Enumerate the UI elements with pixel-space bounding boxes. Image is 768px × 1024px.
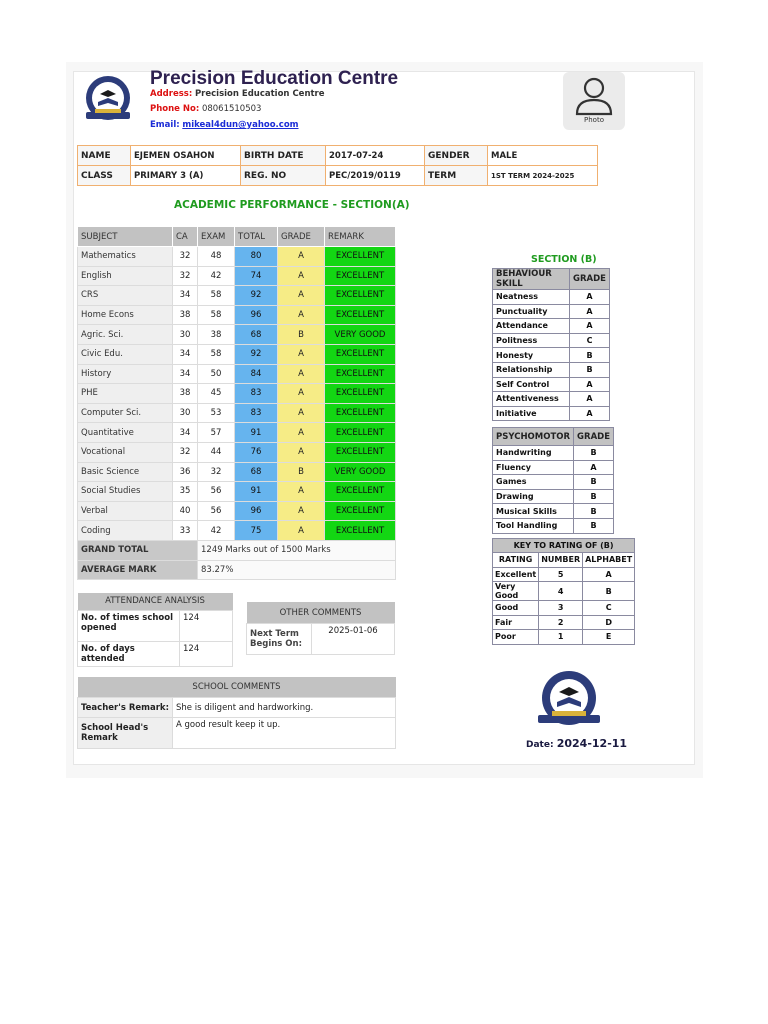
birth-date-label: BIRTH DATE [241, 146, 326, 166]
psychomotor-row [493, 518, 614, 533]
grade-cell: A [278, 423, 325, 443]
skill-grade: B [570, 362, 610, 377]
key-rating: Poor [493, 630, 539, 645]
subject-cell: Verbal [78, 501, 173, 521]
phone-value: 08061510503 [201, 104, 262, 114]
total-cell: 68 [235, 462, 278, 482]
subject-cell: English [78, 266, 173, 286]
skill-grade: A [574, 460, 614, 475]
exam-cell: 48 [198, 247, 235, 267]
remark-cell: EXCELLENT [325, 364, 396, 384]
times-opened-label: No. of times school opened [78, 611, 180, 642]
key-alphabet: C [583, 601, 635, 616]
subject-row [78, 462, 396, 482]
grade-cell: A [278, 442, 325, 462]
grade-cell: B [278, 462, 325, 482]
key-title-row [493, 539, 635, 553]
exam-cell: 42 [198, 521, 235, 541]
col-total: TOTAL [235, 227, 278, 247]
subject-row [78, 521, 396, 541]
other-comments-table [246, 602, 395, 655]
behaviour-row [493, 348, 610, 363]
subject-cell: Agric. Sci. [78, 325, 173, 345]
section-b-title: SECTION (B) [531, 254, 597, 265]
key-number: 2 [539, 615, 583, 630]
remark-cell: VERY GOOD [325, 325, 396, 345]
reg-no: PEC/2019/0119 [326, 166, 425, 186]
photo-label: Photo [584, 116, 604, 124]
student-photo [563, 72, 625, 130]
skill-name: Neatness [493, 290, 570, 305]
ca-cell: 34 [173, 423, 198, 443]
ca-cell: 30 [173, 403, 198, 423]
next-term-date: 2025-01-06 [312, 624, 395, 655]
phone-label: Phone No: [150, 104, 200, 114]
skill-grade: A [570, 304, 610, 319]
date-label: Date: [526, 740, 554, 750]
key-rating: Excellent [493, 567, 539, 582]
ca-cell: 33 [173, 521, 198, 541]
subject-cell: Coding [78, 521, 173, 541]
ca-cell: 32 [173, 266, 198, 286]
remark-cell: EXCELLENT [325, 521, 396, 541]
email-link[interactable]: mikeal4dun@yahoo.com [182, 120, 299, 130]
behaviour-row [493, 290, 610, 305]
info-row [78, 166, 598, 186]
skill-grade: B [574, 504, 614, 519]
school-phone-line [150, 104, 261, 114]
exam-cell: 50 [198, 364, 235, 384]
academic-table [77, 226, 396, 580]
ca-cell: 30 [173, 325, 198, 345]
total-cell: 84 [235, 364, 278, 384]
subject-cell: Home Econs [78, 305, 173, 325]
key-rating: Very Good [493, 582, 539, 601]
grand-total-value: 1249 Marks out of 1500 Marks [198, 540, 396, 560]
skill-name: Games [493, 475, 574, 490]
info-row [78, 146, 598, 166]
behaviour-grade-header: GRADE [570, 269, 610, 290]
exam-cell: 56 [198, 501, 235, 521]
ca-cell: 35 [173, 482, 198, 502]
birth-date: 2017-07-24 [326, 146, 425, 166]
psychomotor-body [493, 446, 614, 534]
total-cell: 68 [235, 325, 278, 345]
gender: MALE [488, 146, 598, 166]
user-silhouette-icon [563, 72, 625, 118]
student-name: EJEMEN OSAHON [131, 146, 241, 166]
next-term-row [247, 624, 395, 655]
col-exam: EXAM [198, 227, 235, 247]
skill-name: Politness [493, 333, 570, 348]
grand-total-label: GRAND TOTAL [78, 540, 198, 560]
grade-cell: A [278, 364, 325, 384]
col-ca: CA [173, 227, 198, 247]
skill-name: Relationship [493, 362, 570, 377]
psychomotor-row [493, 475, 614, 490]
student-class: PRIMARY 3 (A) [131, 166, 241, 186]
psychomotor-row [493, 504, 614, 519]
skill-name: Punctuality [493, 304, 570, 319]
key-alphabet: D [583, 615, 635, 630]
key-row [493, 601, 635, 616]
ca-cell: 32 [173, 247, 198, 267]
skill-name: Handwriting [493, 446, 574, 461]
subject-row [78, 501, 396, 521]
report-date [526, 737, 627, 750]
exam-cell: 38 [198, 325, 235, 345]
skill-name: Self Control [493, 377, 570, 392]
total-cell: 96 [235, 305, 278, 325]
remark-cell: EXCELLENT [325, 266, 396, 286]
subject-cell: Basic Science [78, 462, 173, 482]
skill-grade: A [570, 290, 610, 305]
head-remark-row [78, 718, 396, 749]
skill-name: Musical Skills [493, 504, 574, 519]
other-title-row [247, 602, 395, 624]
email-label: Email: [150, 120, 180, 130]
behaviour-row [493, 333, 610, 348]
key-alphabet-header: ALPHABET [583, 553, 635, 568]
key-rating: Fair [493, 615, 539, 630]
behaviour-body [493, 290, 610, 421]
term: 1ST TERM 2024-2025 [488, 166, 598, 186]
exam-cell: 42 [198, 266, 235, 286]
school-logo-icon [80, 72, 136, 128]
subject-row [78, 266, 396, 286]
subject-cell: Computer Sci. [78, 403, 173, 423]
behaviour-row [493, 406, 610, 421]
address-label: Address: [150, 89, 193, 99]
attendance-title: ATTENDANCE ANALYSIS [78, 593, 233, 611]
subject-row [78, 364, 396, 384]
exam-cell: 45 [198, 384, 235, 404]
key-alphabet: B [583, 582, 635, 601]
total-cell: 80 [235, 247, 278, 267]
key-number: 3 [539, 601, 583, 616]
behaviour-table [492, 268, 610, 421]
grade-cell: A [278, 403, 325, 423]
exam-cell: 57 [198, 423, 235, 443]
key-number-header: NUMBER [539, 553, 583, 568]
skill-grade: A [570, 319, 610, 334]
grade-cell: A [278, 247, 325, 267]
remark-cell: EXCELLENT [325, 482, 396, 502]
subject-cell: CRS [78, 286, 173, 306]
academic-section-title: ACADEMIC PERFORMANCE - SECTION(A) [174, 199, 410, 211]
head-remark: A good result keep it up. [173, 718, 396, 749]
subject-cell: Quantitative [78, 423, 173, 443]
grade-cell: A [278, 521, 325, 541]
exam-cell: 56 [198, 482, 235, 502]
school-comments-table [77, 677, 396, 749]
total-cell: 75 [235, 521, 278, 541]
remark-cell: VERY GOOD [325, 462, 396, 482]
skill-grade: B [570, 348, 610, 363]
key-header-row [493, 553, 635, 568]
behaviour-row [493, 362, 610, 377]
school-address-line [150, 89, 325, 99]
reg-no-label: REG. NO [241, 166, 326, 186]
academic-body [78, 247, 396, 541]
psychomotor-grade-header: GRADE [574, 428, 614, 446]
days-attended-label: No. of days attended [78, 642, 180, 667]
key-number: 5 [539, 567, 583, 582]
subject-cell: Civic Edu. [78, 344, 173, 364]
times-opened-value: 124 [180, 611, 233, 642]
skill-grade: A [570, 406, 610, 421]
exam-cell: 53 [198, 403, 235, 423]
ca-cell: 34 [173, 364, 198, 384]
total-cell: 91 [235, 423, 278, 443]
skill-name: Tool Handling [493, 518, 574, 533]
rating-key-table [492, 538, 635, 645]
ca-cell: 34 [173, 286, 198, 306]
psychomotor-row [493, 446, 614, 461]
exam-cell: 32 [198, 462, 235, 482]
skill-name: Initiative [493, 406, 570, 421]
subject-row [78, 403, 396, 423]
subject-row [78, 286, 396, 306]
remark-cell: EXCELLENT [325, 344, 396, 364]
key-title: KEY TO RATING OF (B) [493, 539, 635, 553]
subject-cell: PHE [78, 384, 173, 404]
col-subject: SUBJECT [78, 227, 173, 247]
skill-name: Honesty [493, 348, 570, 363]
skill-grade: B [574, 518, 614, 533]
attendance-title-row [78, 593, 233, 611]
skill-grade: A [570, 377, 610, 392]
behaviour-row [493, 392, 610, 407]
subject-cell: Social Studies [78, 482, 173, 502]
key-row [493, 630, 635, 645]
behaviour-header-row [493, 269, 610, 290]
psychomotor-row [493, 460, 614, 475]
school-email-line [150, 120, 299, 130]
other-comments-title: OTHER COMMENTS [247, 602, 395, 624]
academic-header-row [78, 227, 396, 247]
key-alphabet: A [583, 567, 635, 582]
head-remark-label: School Head's Remark [78, 718, 173, 749]
teacher-remark-row [78, 698, 396, 718]
school-seal-icon [532, 668, 606, 732]
remark-cell: EXCELLENT [325, 384, 396, 404]
key-row [493, 567, 635, 582]
subject-row [78, 482, 396, 502]
subject-row [78, 325, 396, 345]
subject-cell: Vocational [78, 442, 173, 462]
exam-cell: 58 [198, 344, 235, 364]
school-comments-title: SCHOOL COMMENTS [78, 677, 396, 698]
behaviour-row [493, 319, 610, 334]
address-value: Precision Education Centre [194, 89, 325, 99]
attendance-row [78, 642, 233, 667]
exam-cell: 44 [198, 442, 235, 462]
ca-cell: 38 [173, 384, 198, 404]
teacher-remark-label: Teacher's Remark: [78, 698, 173, 718]
subject-row [78, 344, 396, 364]
behaviour-skill-header: BEHAVIOUR SKILL [493, 269, 570, 290]
remark-cell: EXCELLENT [325, 442, 396, 462]
class-label: CLASS [78, 166, 131, 186]
skill-grade: C [570, 333, 610, 348]
key-body [493, 567, 635, 644]
grade-cell: A [278, 266, 325, 286]
grade-cell: A [278, 305, 325, 325]
key-rating-header: RATING [493, 553, 539, 568]
skill-name: Attentiveness [493, 392, 570, 407]
attendance-table [77, 593, 233, 667]
remark-cell: EXCELLENT [325, 423, 396, 443]
skill-name: Attendance [493, 319, 570, 334]
ca-cell: 40 [173, 501, 198, 521]
grade-cell: A [278, 384, 325, 404]
subject-row [78, 384, 396, 404]
skill-grade: A [570, 392, 610, 407]
psychomotor-row [493, 489, 614, 504]
next-term-label: Next Term Begins On: [247, 624, 312, 655]
grade-cell: A [278, 286, 325, 306]
average-label: AVERAGE MARK [78, 560, 198, 580]
key-number: 1 [539, 630, 583, 645]
ca-cell: 38 [173, 305, 198, 325]
subject-cell: Mathematics [78, 247, 173, 267]
ca-cell: 34 [173, 344, 198, 364]
ca-cell: 36 [173, 462, 198, 482]
key-number: 4 [539, 582, 583, 601]
date-value: 2024-12-11 [556, 737, 628, 750]
subject-row [78, 305, 396, 325]
behaviour-row [493, 304, 610, 319]
exam-cell: 58 [198, 305, 235, 325]
psychomotor-header: PSYCHOMOTOR [493, 428, 574, 446]
skill-name: Fluency [493, 460, 574, 475]
total-cell: 92 [235, 286, 278, 306]
subject-cell: History [78, 364, 173, 384]
col-grade: GRADE [278, 227, 325, 247]
skill-name: Drawing [493, 489, 574, 504]
total-cell: 74 [235, 266, 278, 286]
name-label: NAME [78, 146, 131, 166]
skill-grade: B [574, 489, 614, 504]
teacher-remark: She is diligent and hardworking. [173, 698, 396, 718]
total-cell: 76 [235, 442, 278, 462]
total-cell: 83 [235, 384, 278, 404]
grade-cell: A [278, 344, 325, 364]
school-name: Precision Education Centre [150, 68, 399, 89]
col-remark: REMARK [325, 227, 396, 247]
grand-total-row [78, 540, 396, 560]
remark-cell: EXCELLENT [325, 247, 396, 267]
total-cell: 91 [235, 482, 278, 502]
remark-cell: EXCELLENT [325, 286, 396, 306]
subject-row [78, 247, 396, 267]
average-value: 83.27% [198, 560, 396, 580]
key-row [493, 582, 635, 601]
skill-grade: B [574, 446, 614, 461]
school-comments-title-row [78, 677, 396, 698]
total-cell: 92 [235, 344, 278, 364]
psychomotor-header-row [493, 428, 614, 446]
subject-row [78, 442, 396, 462]
average-row [78, 560, 396, 580]
student-info-table [77, 145, 598, 186]
remark-cell: EXCELLENT [325, 403, 396, 423]
psychomotor-table [492, 427, 614, 534]
subject-row [78, 423, 396, 443]
remark-cell: EXCELLENT [325, 305, 396, 325]
grade-cell: B [278, 325, 325, 345]
exam-cell: 58 [198, 286, 235, 306]
term-label: TERM [425, 166, 488, 186]
grade-cell: A [278, 482, 325, 502]
key-alphabet: E [583, 630, 635, 645]
behaviour-row [493, 377, 610, 392]
key-row [493, 615, 635, 630]
gender-label: GENDER [425, 146, 488, 166]
key-rating: Good [493, 601, 539, 616]
skill-grade: B [574, 475, 614, 490]
ca-cell: 32 [173, 442, 198, 462]
grade-cell: A [278, 501, 325, 521]
total-cell: 83 [235, 403, 278, 423]
attendance-row [78, 611, 233, 642]
days-attended-value: 124 [180, 642, 233, 667]
remark-cell: EXCELLENT [325, 501, 396, 521]
total-cell: 96 [235, 501, 278, 521]
